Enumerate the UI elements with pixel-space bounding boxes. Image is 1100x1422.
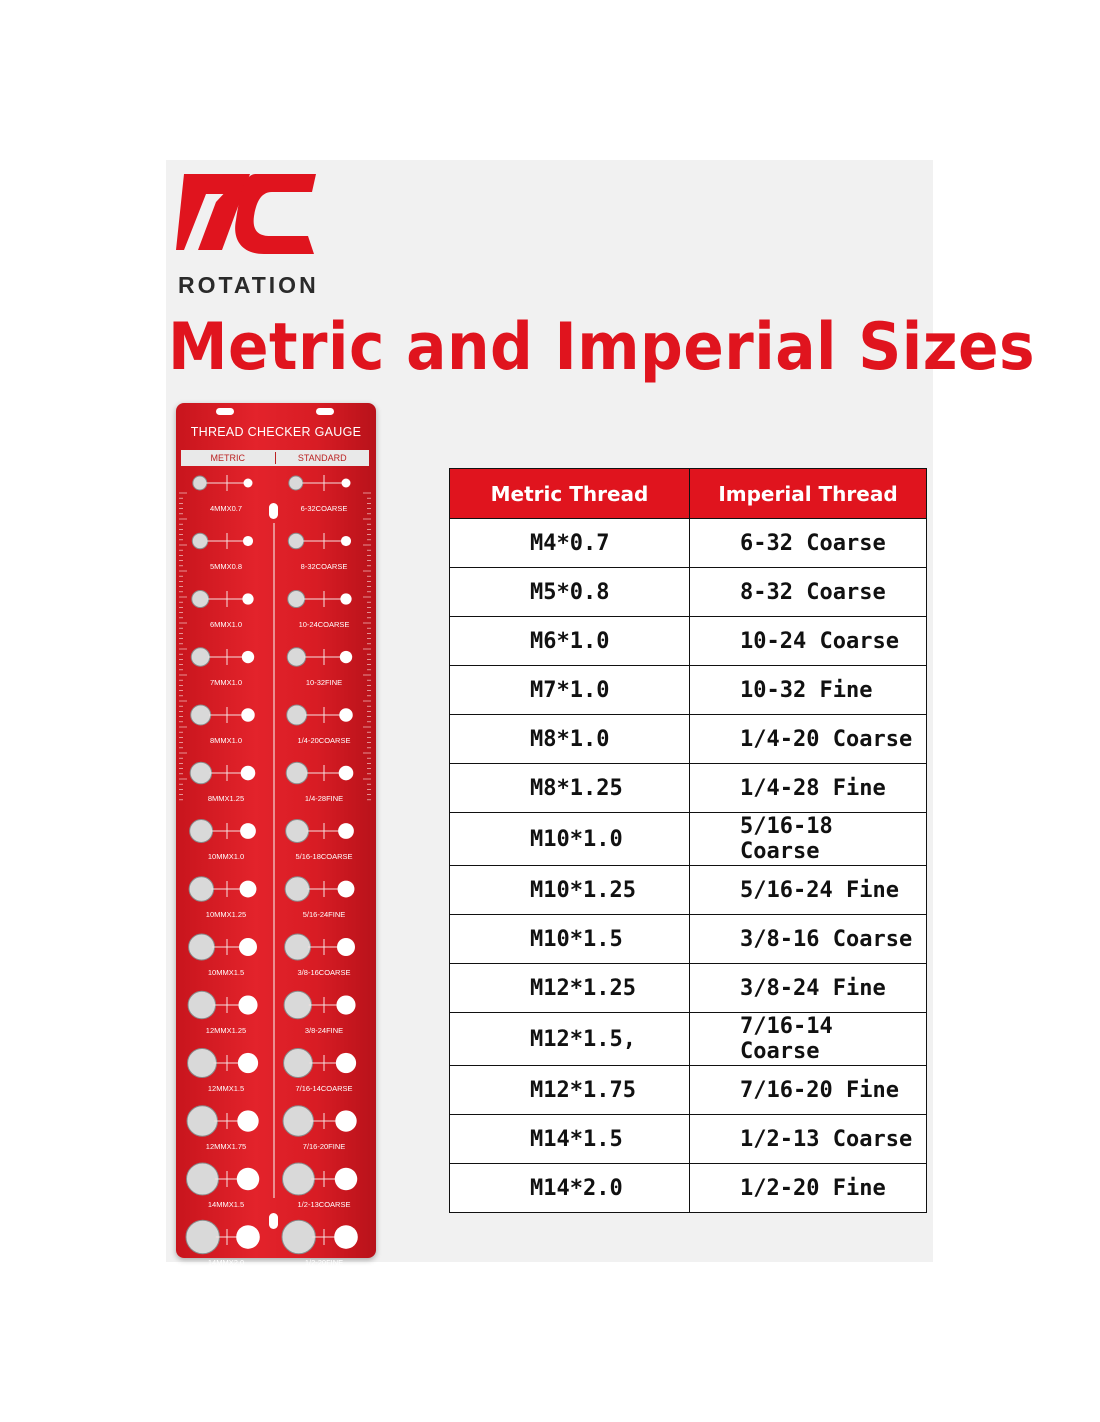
metric-thread-cell: M8*1.25 [450,764,690,813]
thread-stud-icon [192,533,208,549]
mounting-slot-icon [316,408,334,415]
table-row [450,715,927,764]
metric-gauge-label: 4MMX0.7 [209,504,243,513]
metric-gauge-label: 12MMX1.5 [207,1084,245,1093]
table-row [450,519,927,568]
thread-stud-icon [286,820,309,843]
thread-stud-icon [287,705,307,725]
thread-hole-icon [244,479,253,488]
mounting-slot-icon [269,1213,278,1229]
thread-stud-icon [190,762,212,784]
thread-hole-icon [242,651,254,663]
thread-hole-icon [237,1110,258,1131]
imperial-thread-cell: 3/8-16 Coarse [690,915,927,964]
thread-hole-icon [335,1168,358,1191]
thread-stud-icon [190,820,213,843]
metric-gauge-label: 10MMX1.0 [207,852,245,861]
thread-hole-icon [341,536,351,546]
table-row [450,915,927,964]
thread-hole-icon [240,823,256,839]
metric-thread-cell: M6*1.0 [450,617,690,666]
table-row [450,866,927,915]
metric-thread-cell: M14*2.0 [450,1164,690,1213]
standard-gauge-label: 1/4-28FINE [304,794,344,803]
metric-gauge-label: 14MMX2.0 [207,1258,245,1267]
thread-stud-icon [191,705,211,725]
table-row [450,1013,927,1066]
thread-stud-icon [187,1106,218,1137]
metric-thread-cell: M12*1.25 [450,964,690,1013]
standard-gauge-label: 7/16-20FINE [302,1142,346,1151]
gauge-studs [176,403,376,1267]
thread-hole-icon [237,1168,260,1191]
standard-gauge-label: 6-32COARSE [300,504,348,513]
table-row [450,666,927,715]
thread-stud-icon [288,591,305,608]
thread-hole-icon [242,593,253,604]
thread-stud-icon [189,934,215,960]
thread-hole-icon [336,995,355,1014]
metric-thread-cell: M5*0.8 [450,568,690,617]
thread-stud-icon [286,762,308,784]
thread-stud-icon [188,1049,217,1078]
metric-gauge-label: 8MMX1.25 [207,794,245,803]
thread-stud-icon [289,476,303,490]
thread-stud-icon [188,991,216,1019]
metric-thread-cell: M12*1.75 [450,1066,690,1115]
imperial-thread-cell: 1/4-28 Fine [690,764,927,813]
table-row [450,1164,927,1213]
table-row [450,1115,927,1164]
standard-gauge-label: 3/8-16COARSE [297,968,351,977]
thread-hole-icon [236,1225,260,1249]
standard-gauge-label: 3/8-24FINE [304,1026,344,1035]
thread-hole-icon [336,1053,356,1073]
imperial-thread-cell: 1/4-20 Coarse [690,715,927,764]
imperial-thread-cell: 10-32 Fine [690,666,927,715]
thread-stud-icon [193,476,207,490]
metric-gauge-label: 10MMX1.5 [207,968,245,977]
gauge-metric-label: METRIC [210,453,245,463]
thread-hole-icon [238,1053,258,1073]
table-row [450,964,927,1013]
thread-hole-icon [339,708,353,722]
thread-stud-icon [282,1220,316,1254]
rotation-logo-icon [176,164,321,260]
metric-thread-cell: M12*1.5, [450,1013,690,1066]
metric-gauge-label: 12MMX1.75 [205,1142,247,1151]
metric-thread-cell: M8*1.0 [450,715,690,764]
thread-hole-icon [241,766,256,781]
mounting-slot-icon [269,503,278,519]
thread-stud-icon [284,991,312,1019]
imperial-thread-cell: 3/8-24 Fine [690,964,927,1013]
standard-gauge-label: 1/4-20COARSE [297,736,351,745]
thread-gauge-image [176,403,376,1267]
thread-stud-icon [187,1163,219,1195]
metric-gauge-label: 6MMX1.0 [209,620,243,629]
thread-stud-icon [284,1049,313,1078]
page-title: Metric and Imperial Sizes [168,310,1036,385]
table-row [450,617,927,666]
table-row [450,764,927,813]
imperial-thread-cell: 5/16-24 Fine [690,866,927,915]
thread-hole-icon [337,938,355,956]
thread-hole-icon [338,823,354,839]
metric-thread-header: Metric Thread [450,469,690,519]
imperial-thread-cell: 7/16-20 Fine [690,1066,927,1115]
table-row [450,568,927,617]
table-row [450,813,927,866]
gauge-standard-label: STANDARD [297,453,347,463]
standard-gauge-label: 5/16-24FINE [302,910,346,919]
metric-gauge-label: 8MMX1.0 [209,736,243,745]
thread-hole-icon [335,1110,356,1131]
thread-hole-icon [241,708,255,722]
thread-stud-icon [186,1220,220,1254]
imperial-thread-cell: 5/16-18 Coarse [690,813,927,866]
metric-thread-cell: M4*0.7 [450,519,690,568]
thread-stud-icon [192,591,209,608]
metric-thread-cell: M10*1.5 [450,915,690,964]
imperial-thread-cell: 8-32 Coarse [690,568,927,617]
thread-stud-icon [189,877,214,902]
standard-gauge-label: 1/2-13COARSE [297,1200,351,1209]
brand-name: ROTATION [178,272,319,298]
thread-stud-icon [283,1163,315,1195]
thread-stud-icon [285,877,310,902]
thread-hole-icon [338,881,355,898]
thread-hole-icon [334,1225,358,1249]
imperial-thread-cell: 1/2-20 Fine [690,1164,927,1213]
standard-gauge-label: 1/2-20FINE [304,1258,344,1267]
table-row [450,1066,927,1115]
thread-hole-icon [340,651,352,663]
metric-thread-cell: M7*1.0 [450,666,690,715]
table-header-row [450,469,927,519]
metric-gauge-label: 14MMX1.5 [207,1200,245,1209]
thread-stud-icon [288,533,304,549]
imperial-thread-cell: 7/16-14 Coarse [690,1013,927,1066]
thread-hole-icon [239,938,257,956]
imperial-thread-cell: 1/2-13 Coarse [690,1115,927,1164]
mounting-slot-icon [216,408,234,415]
standard-gauge-label: 8-32COARSE [300,562,348,571]
standard-gauge-label: 5/16-18COARSE [295,852,353,861]
gauge-heading: THREAD CHECKER GAUGE [190,425,362,439]
thread-stud-icon [287,648,306,667]
metric-thread-cell: M14*1.5 [450,1115,690,1164]
thread-hole-icon [240,881,257,898]
thread-stud-icon [285,934,311,960]
metric-thread-cell: M10*1.25 [450,866,690,915]
thread-stud-icon [283,1106,314,1137]
thread-hole-icon [340,593,351,604]
imperial-thread-header: Imperial Thread [690,469,927,519]
standard-gauge-label: 10-24COARSE [298,620,350,629]
thread-hole-icon [339,766,354,781]
metric-gauge-label: 10MMX1.25 [205,910,247,919]
imperial-thread-cell: 6-32 Coarse [690,519,927,568]
metric-gauge-label: 5MMX0.8 [209,562,243,571]
thread-hole-icon [238,995,257,1014]
standard-gauge-label: 10-32FINE [305,678,343,687]
metric-gauge-label: 12MMX1.25 [205,1026,247,1035]
thread-size-table [449,468,927,1213]
metric-thread-cell: M10*1.0 [450,813,690,866]
thread-hole-icon [342,479,351,488]
thread-stud-icon [191,648,210,667]
metric-gauge-label: 7MMX1.0 [209,678,243,687]
thread-hole-icon [243,536,253,546]
standard-gauge-label: 7/16-14COARSE [295,1084,353,1093]
imperial-thread-cell: 10-24 Coarse [690,617,927,666]
